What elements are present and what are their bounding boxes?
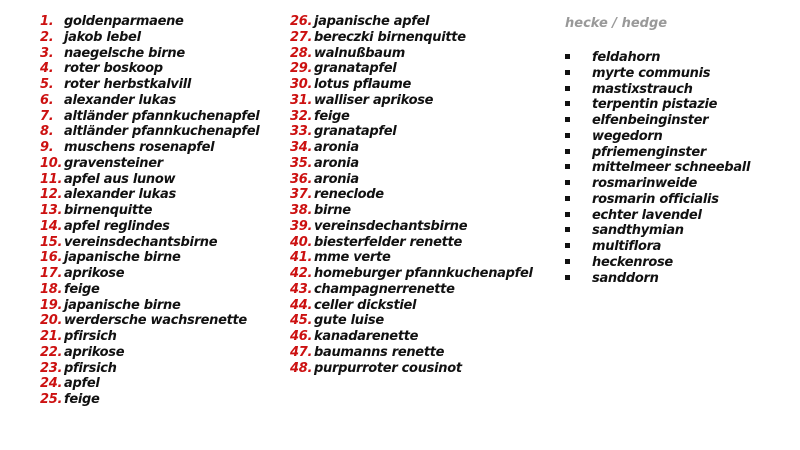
- item-label: japanische apfel: [314, 14, 430, 29]
- item-number: 3.: [40, 45, 54, 61]
- item-number: 45.: [290, 313, 313, 329]
- list-item: [290, 93, 550, 109]
- item-label: japanische birne: [64, 250, 181, 266]
- hedge-item: [565, 50, 785, 66]
- bullet-icon: [565, 101, 570, 106]
- list-item: [40, 203, 280, 219]
- item-label: gravensteiner: [64, 155, 163, 171]
- hedge-item: [565, 255, 785, 271]
- list-item: [40, 156, 280, 172]
- item-number: 46.: [290, 329, 313, 344]
- item-number: 32.: [290, 108, 313, 124]
- item-label: aprikose: [64, 266, 125, 281]
- item-number: 31.: [290, 92, 313, 108]
- item-number: 48.: [290, 360, 313, 376]
- item-label: pfirsich: [64, 360, 117, 376]
- list-item: [40, 282, 280, 298]
- list-item: [40, 30, 280, 46]
- bullet-icon: [565, 117, 570, 122]
- item-number: 33.: [290, 124, 313, 140]
- item-label: birnenquitte: [64, 203, 153, 218]
- item-number: 44.: [290, 297, 313, 313]
- item-number: 38.: [290, 203, 313, 218]
- item-number: 26.: [290, 14, 313, 29]
- numbered-list-2: [290, 14, 550, 376]
- item-number: 1.: [40, 14, 54, 29]
- hedge-item: [565, 271, 785, 287]
- item-label: alexander lukas: [64, 92, 176, 108]
- list-item: [40, 313, 280, 329]
- item-label: aronia: [314, 171, 359, 187]
- list-item: [290, 140, 550, 156]
- numbered-list-1: [40, 14, 280, 408]
- bullet-icon: [565, 259, 570, 264]
- list-item: [290, 77, 550, 93]
- item-number: 24.: [40, 376, 63, 392]
- bullet-icon: [565, 86, 570, 91]
- item-label: birne: [314, 203, 351, 218]
- item-label: walliser aprikose: [314, 92, 434, 108]
- hedge-list: [565, 50, 785, 286]
- item-label: purpurroter cousinot: [314, 360, 462, 376]
- bullet-icon: [565, 54, 570, 59]
- hedge-item: [565, 192, 785, 208]
- item-label: granatapfel: [314, 124, 397, 140]
- item-number: 34.: [290, 140, 313, 155]
- hedge-item-label: rosmarin officialis: [592, 191, 719, 207]
- list-item: [290, 282, 550, 298]
- list-item: [40, 109, 280, 125]
- item-number: 4.: [40, 61, 54, 77]
- list-item: [290, 187, 550, 203]
- hedge-item-label: mittelmeer schneeball: [592, 160, 751, 176]
- item-label: aronia: [314, 140, 359, 155]
- item-label: roter boskoop: [64, 61, 163, 77]
- hedge-column: [565, 14, 785, 286]
- list-item: [40, 345, 280, 361]
- hedge-item-label: sandthymian: [592, 223, 684, 239]
- item-number: 5.: [40, 77, 54, 92]
- item-number: 15.: [40, 234, 63, 250]
- hedge-item: [565, 82, 785, 98]
- numbered-list-column-2: [290, 14, 550, 376]
- list-item: [40, 329, 280, 345]
- hedge-item: [565, 113, 785, 129]
- item-label: goldenparmaene: [64, 14, 184, 29]
- item-label: muschens rosenapfel: [64, 140, 215, 155]
- item-label: mme verte: [314, 250, 391, 266]
- hedge-item-label: terpentin pistazie: [592, 97, 718, 113]
- item-label: feige: [314, 108, 350, 124]
- item-number: 19.: [40, 297, 63, 313]
- list-item: [40, 140, 280, 156]
- item-number: 13.: [40, 203, 63, 218]
- item-number: 14.: [40, 218, 63, 234]
- bullet-icon: [565, 149, 570, 154]
- item-label: granatapfel: [314, 61, 397, 77]
- item-number: 43.: [290, 281, 313, 297]
- hedge-item: [565, 208, 785, 224]
- bullet-icon: [565, 196, 570, 201]
- item-label: vereinsdechantsbirne: [314, 218, 468, 234]
- list-item: [290, 30, 550, 46]
- hedge-item: [565, 129, 785, 145]
- item-number: 7.: [40, 108, 54, 124]
- bullet-icon: [565, 227, 570, 232]
- item-number: 20.: [40, 313, 63, 329]
- item-label: feige: [64, 392, 100, 407]
- item-label: homeburger pfannkuchenapfel: [314, 266, 533, 281]
- item-number: 8.: [40, 124, 54, 140]
- hedge-item-label: multiflora: [592, 239, 662, 254]
- item-number: 42.: [290, 266, 313, 281]
- list-item: [40, 93, 280, 109]
- hedge-item-label: echter lavendel: [592, 207, 702, 223]
- hedge-heading: hecke / hedge: [565, 16, 668, 31]
- list-item: [290, 109, 550, 125]
- bullet-icon: [565, 275, 570, 280]
- item-label: apfel aus lunow: [64, 171, 176, 187]
- item-number: 12.: [40, 187, 63, 203]
- item-label: biesterfelder renette: [314, 234, 462, 250]
- item-label: baumanns renette: [314, 344, 445, 360]
- item-number: 2.: [40, 29, 54, 45]
- item-number: 27.: [290, 29, 313, 45]
- bullet-icon: [565, 70, 570, 75]
- item-label: bereczki birnenquitte: [314, 29, 466, 45]
- list-item: [290, 124, 550, 140]
- item-label: werdersche wachsrenette: [64, 313, 247, 329]
- list-item: [40, 298, 280, 314]
- item-number: 23.: [40, 360, 63, 376]
- item-number: 11.: [40, 171, 63, 187]
- list-item: [290, 14, 550, 30]
- hedge-item: [565, 160, 785, 176]
- hedge-item-label: elfenbeinginster: [592, 113, 709, 128]
- item-label: vereinsdechantsbirne: [64, 234, 218, 250]
- list-item: [40, 61, 280, 77]
- item-label: roter herbstkalvill: [64, 77, 192, 92]
- item-label: walnußbaum: [314, 45, 405, 61]
- list-item: [40, 46, 280, 62]
- list-item: [40, 187, 280, 203]
- item-number: 18.: [40, 281, 63, 297]
- item-label: aprikose: [64, 344, 125, 360]
- item-label: champagnerrenette: [314, 281, 455, 297]
- item-number: 40.: [290, 234, 313, 250]
- list-item: [290, 345, 550, 361]
- hedge-item: [565, 223, 785, 239]
- list-item: [290, 313, 550, 329]
- numbered-list-column-1: [40, 14, 280, 408]
- hedge-item-label: pfriemenginster: [592, 144, 706, 160]
- item-number: 25.: [40, 392, 63, 407]
- bullet-icon: [565, 243, 570, 248]
- list-item: [290, 203, 550, 219]
- list-item: [290, 61, 550, 77]
- item-label: aronia: [314, 155, 359, 171]
- hedge-item-label: mastixstrauch: [592, 81, 693, 97]
- bullet-icon: [565, 180, 570, 185]
- list-item: [290, 298, 550, 314]
- list-item: [290, 329, 550, 345]
- list-item: [40, 376, 280, 392]
- list-item: [40, 124, 280, 140]
- list-item: [40, 14, 280, 30]
- list-item: [290, 250, 550, 266]
- item-label: altländer pfannkuchenapfel: [64, 108, 260, 124]
- bullet-icon: [565, 164, 570, 169]
- hedge-item: [565, 239, 785, 255]
- item-number: 35.: [290, 155, 313, 171]
- list-item: [290, 156, 550, 172]
- hedge-item: [565, 176, 785, 192]
- item-number: 37.: [290, 187, 313, 203]
- item-label: celler dickstiel: [314, 297, 417, 313]
- item-label: apfel: [64, 376, 100, 392]
- hedge-item-label: feldahorn: [592, 50, 661, 65]
- list-item: [40, 219, 280, 235]
- bullet-icon: [565, 212, 570, 217]
- hedge-item-label: myrte communis: [592, 65, 711, 81]
- item-label: apfel reglindes: [64, 218, 170, 234]
- item-number: 47.: [290, 344, 313, 360]
- item-label: pfirsich: [64, 329, 117, 344]
- hedge-item-label: heckenrose: [592, 254, 673, 270]
- list-item: [40, 392, 280, 408]
- item-label: naegelsche birne: [64, 45, 185, 61]
- item-number: 41.: [290, 250, 313, 266]
- list-item: [40, 361, 280, 377]
- item-label: jakob lebel: [64, 29, 141, 45]
- item-number: 30.: [290, 77, 313, 92]
- hedge-item-label: rosmarinweide: [592, 176, 698, 191]
- list-item: [40, 250, 280, 266]
- item-number: 17.: [40, 266, 63, 281]
- item-label: lotus pflaume: [314, 77, 412, 92]
- item-number: 10.: [40, 155, 63, 171]
- item-number: 39.: [290, 218, 313, 234]
- item-number: 21.: [40, 329, 63, 344]
- item-label: alexander lukas: [64, 187, 176, 203]
- list-item: [290, 46, 550, 62]
- item-number: 16.: [40, 250, 63, 266]
- hedge-item: [565, 97, 785, 113]
- list-item: [40, 172, 280, 188]
- item-number: 28.: [290, 45, 313, 61]
- item-label: gute luise: [314, 313, 384, 329]
- list-item: [40, 77, 280, 93]
- bullet-icon: [565, 133, 570, 138]
- list-item: [290, 235, 550, 251]
- item-number: 22.: [40, 344, 63, 360]
- list-item: [290, 361, 550, 377]
- hedge-item-label: wegedorn: [592, 128, 663, 144]
- list-item: [290, 172, 550, 188]
- item-number: 9.: [40, 140, 54, 155]
- list-item: [290, 266, 550, 282]
- list-item: [40, 266, 280, 282]
- item-number: 6.: [40, 92, 54, 108]
- hedge-item: [565, 66, 785, 82]
- item-label: feige: [64, 281, 100, 297]
- item-label: altländer pfannkuchenapfel: [64, 124, 260, 140]
- list-item: [40, 235, 280, 251]
- item-number: 36.: [290, 171, 313, 187]
- hedge-item: [565, 145, 785, 161]
- item-label: reneclode: [314, 187, 384, 203]
- item-number: 29.: [290, 61, 313, 77]
- item-label: kanadarenette: [314, 329, 419, 344]
- hedge-item-label: sanddorn: [592, 270, 659, 286]
- item-label: japanische birne: [64, 297, 181, 313]
- list-item: [290, 219, 550, 235]
